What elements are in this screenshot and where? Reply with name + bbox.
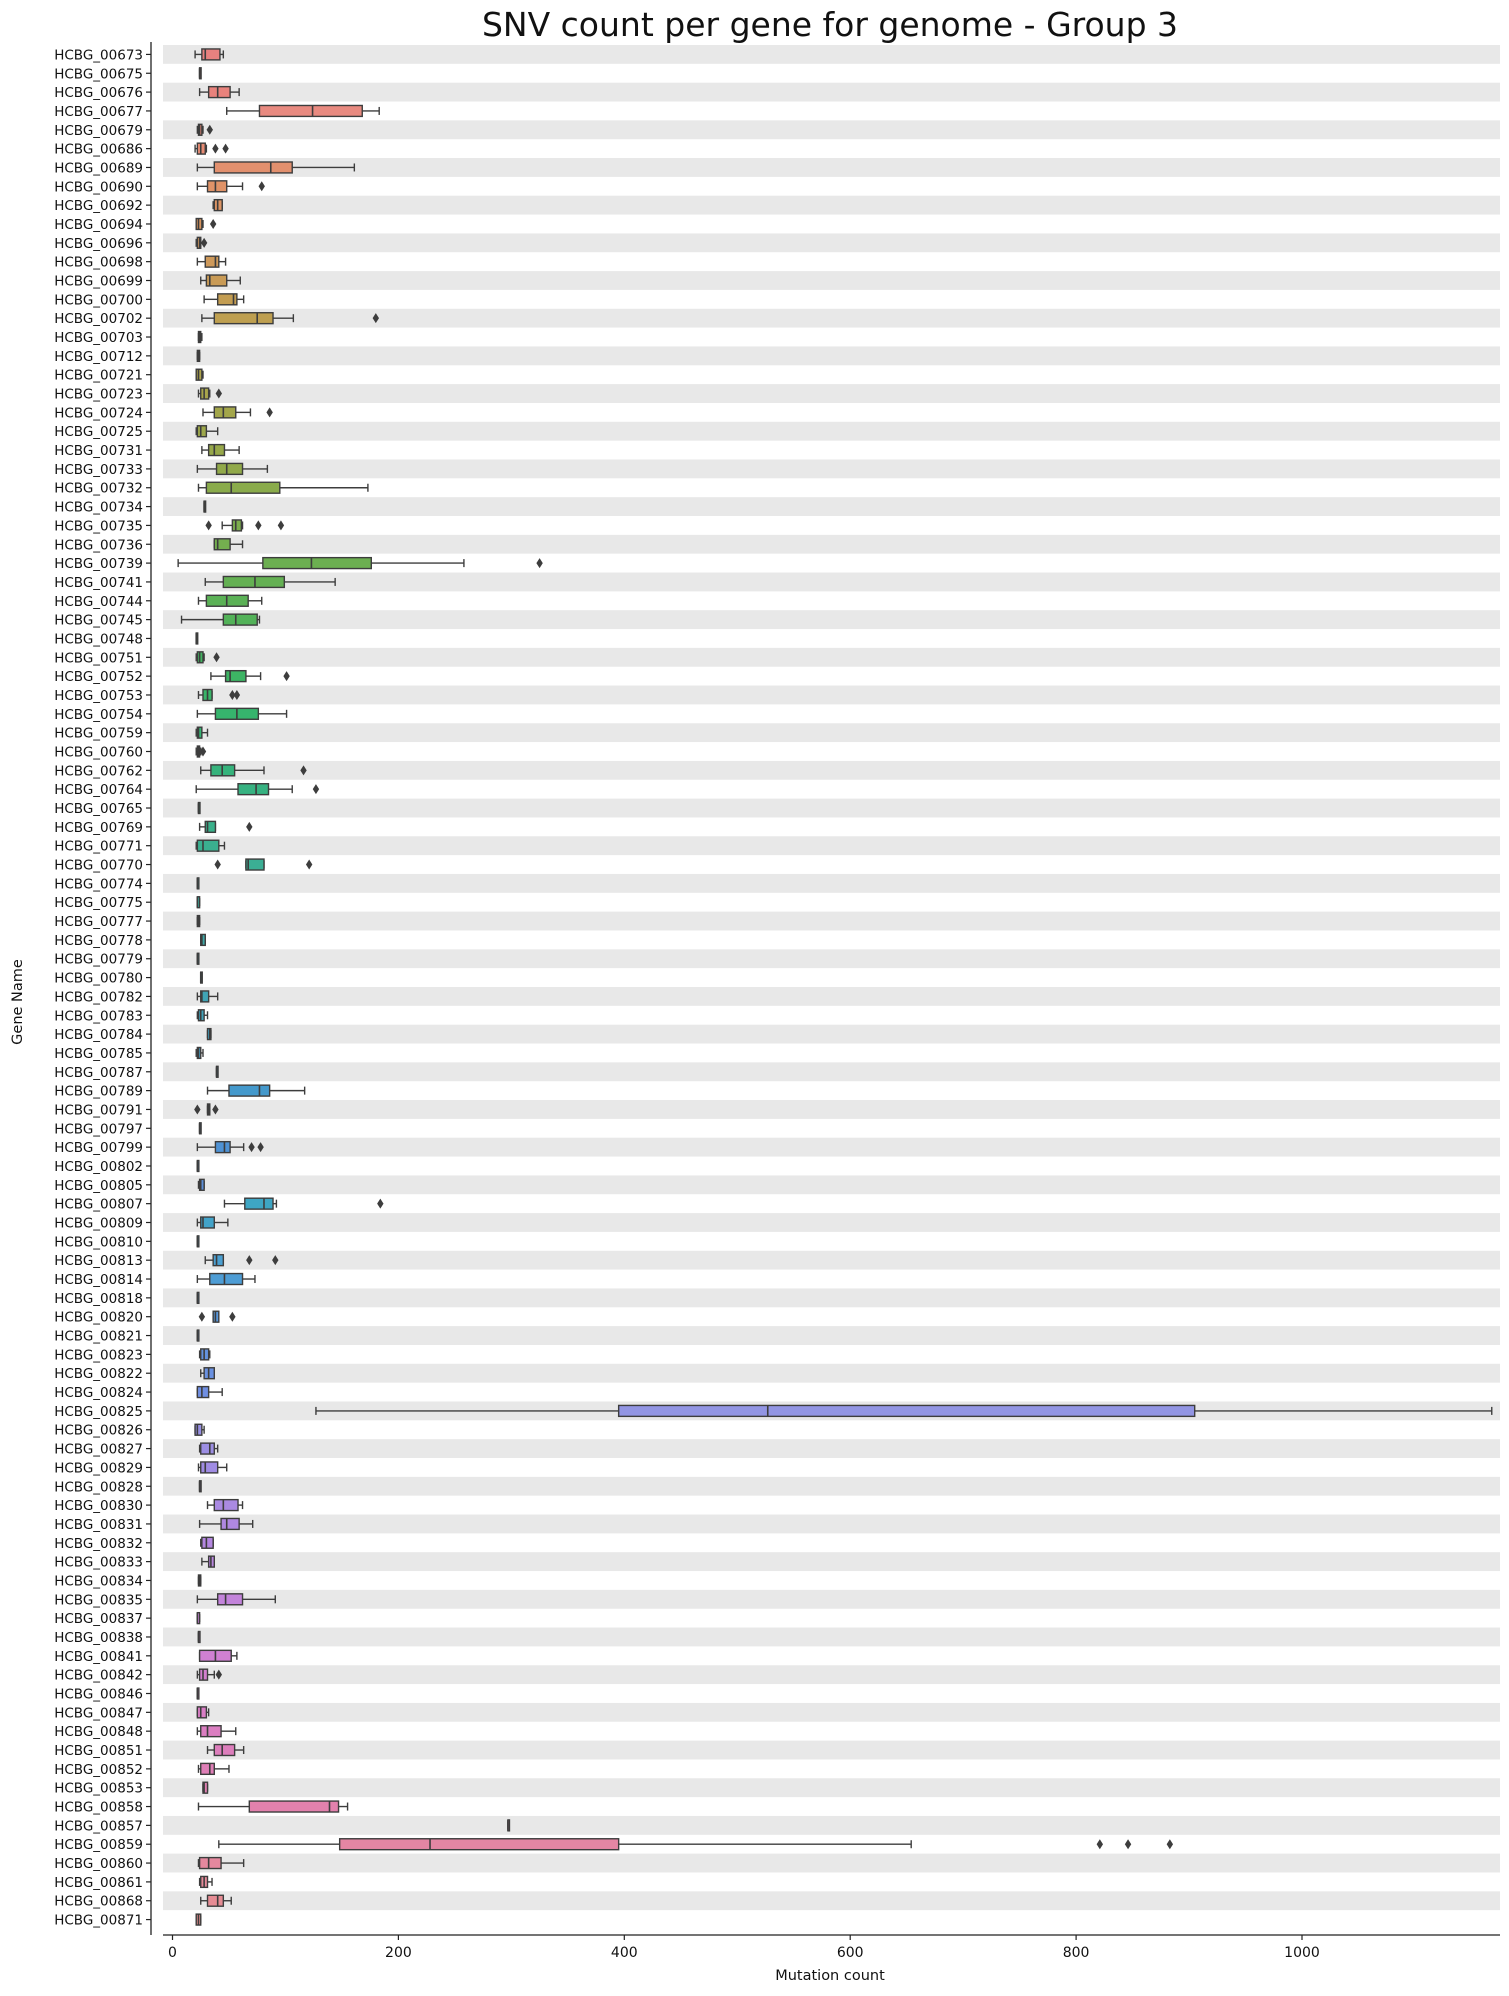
row-stripe [163,1100,1500,1119]
row-stripe [163,1665,1500,1684]
y-tick-label: HCBG_00783 [54,1008,143,1025]
iqr-box [249,1801,338,1812]
y-tick-label: HCBG_00789 [54,1083,143,1100]
box-hcbg-00846 [197,1688,199,1699]
x-tick-label: 0 [168,1945,177,1961]
y-tick-label: HCBG_00829 [54,1460,143,1477]
box-hcbg-00775 [197,897,199,908]
box-hcbg-00723 [198,388,222,399]
y-tick-label: HCBG_00835 [54,1592,143,1609]
iqr-box [205,256,219,267]
y-tick-label: HCBG_00818 [54,1290,143,1307]
iqr-box [201,1443,215,1454]
row-stripe [163,158,1500,177]
box-hcbg-00777 [197,916,199,927]
row-stripe [163,1854,1500,1873]
row-stripe [163,1741,1500,1760]
y-tick-label: HCBG_00741 [54,574,143,591]
iqr-box [232,520,241,531]
row-stripe [163,422,1500,441]
y-tick-label: HCBG_00820 [54,1309,143,1326]
y-tick-label: HCBG_00775 [54,895,143,912]
y-tick-label: HCBG_00838 [54,1629,143,1646]
y-tick-label: HCBG_00770 [54,857,143,874]
box-hcbg-00692 [213,200,222,211]
y-tick-label: HCBG_00826 [54,1422,143,1439]
y-tick-label: HCBG_00700 [54,292,143,309]
y-tick-label: HCBG_00830 [54,1498,143,1515]
row-stripe [163,799,1500,818]
y-tick-label: HCBG_00780 [54,970,143,987]
y-tick-label: HCBG_00676 [54,85,143,102]
y-tick-label: HCBG_00853 [54,1780,143,1797]
y-tick-label: HCBG_00787 [54,1064,143,1081]
row-stripe [163,573,1500,592]
y-tick-label: HCBG_00702 [54,311,143,328]
row-stripe [163,120,1500,139]
iqr-box [214,1500,238,1511]
y-tick-label: HCBG_00861 [54,1874,143,1891]
row-stripe [163,723,1500,742]
chart-title: SNV count per gene for genome - Group 3 [481,5,1179,44]
iqr-box [238,784,268,795]
row-stripe [163,1816,1500,1835]
iqr-box [214,313,273,324]
box-hcbg-00828 [200,1481,202,1492]
y-tick-label: HCBG_00721 [54,367,143,384]
iqr-box [210,1274,243,1285]
y-tick-label: HCBG_00782 [54,989,143,1006]
x-axis-label: Mutation count [775,1968,885,1984]
y-tick-label: HCBG_00751 [54,650,143,667]
y-tick-label: HCBG_00739 [54,556,143,573]
row-stripe [163,1703,1500,1722]
y-tick-label: HCBG_00827 [54,1441,143,1458]
iqr-box [214,162,292,173]
box-hcbg-00857 [508,1820,510,1831]
y-tick-label: HCBG_00774 [54,876,143,893]
box-hcbg-00810 [197,1236,199,1247]
y-tick-label: HCBG_00784 [54,1027,143,1044]
iqr-box [214,407,235,418]
row-stripe [163,233,1500,252]
box-hcbg-00841 [200,1650,237,1661]
row-stripe [163,686,1500,705]
row-stripe [163,1175,1500,1194]
y-tick-label: HCBG_00859 [54,1837,143,1854]
y-tick-label: HCBG_00762 [54,763,143,780]
y-tick-label: HCBG_00760 [54,744,143,761]
row-stripe [163,535,1500,554]
row-stripe [163,1552,1500,1571]
box-hcbg-00823 [200,1349,210,1360]
row-stripe [163,271,1500,290]
row-stripe [163,1025,1500,1044]
row-stripe [163,761,1500,780]
x-tick-label: 600 [836,1945,864,1961]
y-tick-label: HCBG_00698 [54,254,143,271]
y-tick-label: HCBG_00810 [54,1234,143,1251]
box-hcbg-00734 [204,501,206,512]
row-stripe [163,1326,1500,1345]
box-hcbg-00787 [217,1066,219,1077]
y-tick-label: HCBG_00690 [54,179,143,196]
box-hcbg-00853 [203,1782,208,1793]
box-hcbg-00780 [201,972,203,983]
x-tick-label: 1000 [1284,1945,1320,1961]
y-tick-label: HCBG_00851 [54,1743,143,1760]
y-tick-label: HCBG_00805 [54,1177,143,1194]
row-stripe [163,1590,1500,1609]
x-tick-label: 800 [1062,1945,1090,1961]
iqr-box [197,426,206,437]
y-tick-label: HCBG_00852 [54,1761,143,1778]
iqr-box [259,105,362,116]
box-hcbg-00871 [196,1914,201,1925]
iqr-box [218,1594,243,1605]
box-hcbg-00832 [201,1537,213,1548]
box-hcbg-00821 [197,1330,199,1341]
row-stripe [163,1778,1500,1797]
y-tick-label: HCBG_00699 [54,273,143,290]
y-tick-label: HCBG_00752 [54,669,143,686]
y-tick-label: HCBG_00814 [54,1272,143,1289]
y-tick-label: HCBG_00828 [54,1479,143,1496]
iqr-box [214,539,230,550]
y-tick-label: HCBG_00858 [54,1799,143,1816]
iqr-box [213,1255,223,1266]
iqr-box [245,1198,273,1209]
y-tick-label: HCBG_00833 [54,1554,143,1571]
y-tick-label: HCBG_00809 [54,1215,143,1232]
box-hcbg-00765 [198,803,200,814]
iqr-box [229,1085,270,1096]
y-tick-label: HCBG_00677 [54,103,143,120]
box-hcbg-00779 [197,953,199,964]
y-tick-label: HCBG_00837 [54,1611,143,1628]
y-tick-label: HCBG_00692 [54,198,143,215]
y-tick-label: HCBG_00689 [54,160,143,177]
y-tick-label: HCBG_00779 [54,951,143,968]
y-tick-label: HCBG_00847 [54,1705,143,1722]
row-stripe [163,459,1500,478]
y-tick-label: HCBG_00731 [54,443,143,460]
y-tick-label: HCBG_00824 [54,1385,143,1402]
box-hcbg-00778 [201,934,206,945]
iqr-box [209,87,230,98]
box-hcbg-00721 [196,369,203,380]
row-stripe [163,1288,1500,1307]
row-stripe [163,346,1500,365]
box-hcbg-00802 [197,1161,199,1172]
x-tick-label: 400 [610,1945,638,1961]
y-tick-label: HCBG_00778 [54,932,143,949]
iqr-box [202,1537,213,1548]
row-stripe [163,45,1500,64]
y-tick-label: HCBG_00744 [54,593,143,610]
row-stripe [163,912,1500,931]
row-stripe [163,1213,1500,1232]
row-stripe [163,196,1500,215]
y-tick-label: HCBG_00673 [54,47,143,64]
y-tick-label: HCBG_00696 [54,235,143,252]
box-hcbg-00712 [197,350,199,361]
row-stripe [163,309,1500,328]
y-tick-label: HCBG_00777 [54,914,143,931]
row-stripe [163,1364,1500,1383]
y-tick-label: HCBG_00860 [54,1856,143,1873]
box-hcbg-00834 [198,1575,200,1586]
y-tick-label: HCBG_00825 [54,1403,143,1420]
y-tick-label: HCBG_00831 [54,1516,143,1533]
y-tick-label: HCBG_00799 [54,1140,143,1157]
y-tick-label: HCBG_00771 [54,838,143,855]
y-tick-label: HCBG_00723 [54,386,143,403]
row-stripe [163,1439,1500,1458]
row-stripe [163,836,1500,855]
y-tick-label: HCBG_00735 [54,518,143,535]
y-tick-label: HCBG_00791 [54,1102,143,1119]
y-tick-label: HCBG_00813 [54,1253,143,1270]
iqr-box [208,181,227,192]
row-stripe [163,874,1500,893]
row-stripe [163,1515,1500,1534]
row-stripe [163,1062,1500,1081]
y-tick-label: HCBG_00736 [54,537,143,554]
y-tick-label: HCBG_00823 [54,1347,143,1364]
row-stripe [163,648,1500,667]
y-tick-label: HCBG_00675 [54,66,143,83]
y-tick-label: HCBG_00712 [54,348,143,365]
row-stripe [163,949,1500,968]
iqr-box [201,1462,218,1473]
y-tick-label: HCBG_00745 [54,612,143,629]
row-stripe [163,1477,1500,1496]
iqr-box [201,1726,221,1737]
y-tick-label: HCBG_00807 [54,1196,143,1213]
iqr-box [263,558,371,569]
iqr-box [197,840,218,851]
row-stripe [163,83,1500,102]
y-tick-label: HCBG_00871 [54,1912,143,1929]
row-stripe [163,384,1500,403]
y-tick-label: HCBG_00686 [54,141,143,158]
y-tick-label: HCBG_00846 [54,1686,143,1703]
box-hcbg-00784 [208,1029,211,1040]
box-hcbg-00797 [200,1123,202,1134]
x-tick-label: 200 [385,1945,412,1961]
iqr-box [217,463,243,474]
y-tick-label: HCBG_00822 [54,1366,143,1383]
y-tick-label: HCBG_00802 [54,1158,143,1175]
y-tick-label: HCBG_00754 [54,706,143,723]
box-hcbg-00805 [198,1179,204,1190]
iqr-box [223,614,257,625]
iqr-box [226,671,246,682]
box-hcbg-00847 [197,1707,208,1718]
box-hcbg-00818 [197,1292,199,1303]
iqr-box [209,445,225,456]
iqr-box [195,1424,202,1435]
box-hcbg-00748 [196,633,198,644]
y-tick-label: HCBG_00842 [54,1667,143,1684]
y-tick-label: HCBG_00764 [54,782,143,799]
y-tick-label: HCBG_00832 [54,1535,143,1552]
y-tick-label: HCBG_00725 [54,424,143,441]
iqr-box [619,1405,1195,1416]
y-tick-label: HCBG_00753 [54,687,143,704]
row-stripe [163,1138,1500,1157]
box-hcbg-00827 [200,1443,218,1454]
iqr-box [206,482,279,493]
y-tick-label: HCBG_00694 [54,216,143,233]
y-tick-label: HCBG_00765 [54,801,143,818]
y-axis-label: Gene Name [10,959,26,1045]
box-hcbg-00703 [198,332,201,343]
y-tick-label: HCBG_00868 [54,1893,143,1910]
y-tick-label: HCBG_00821 [54,1328,143,1345]
box-hcbg-00837 [197,1613,199,1624]
box-hcbg-00774 [197,878,199,889]
row-stripe [163,1628,1500,1647]
y-tick-label: HCBG_00732 [54,480,143,497]
y-tick-label: HCBG_00724 [54,405,143,422]
y-tick-label: HCBG_00769 [54,819,143,836]
iqr-box [197,1387,208,1398]
iqr-box [197,1707,206,1718]
y-tick-label: HCBG_00857 [54,1818,143,1835]
iqr-box [200,1858,221,1869]
iqr-box [214,1745,234,1756]
iqr-box [223,576,284,587]
row-stripe [163,1891,1500,1910]
row-stripe [163,610,1500,629]
iqr-box [221,1518,239,1529]
iqr-box [340,1839,619,1850]
y-tick-label: HCBG_00748 [54,631,143,648]
y-tick-label: HCBG_00733 [54,461,143,478]
y-tick-label: HCBG_00679 [54,122,143,139]
y-tick-label: HCBG_00785 [54,1045,143,1062]
iqr-box [201,1763,215,1774]
row-stripe [163,497,1500,516]
y-tick-label: HCBG_00734 [54,499,143,516]
y-tick-label: HCBG_00834 [54,1573,143,1590]
y-tick-label: HCBG_00841 [54,1648,143,1665]
y-axis [54,42,151,1935]
y-tick-label: HCBG_00759 [54,725,143,742]
box-hcbg-00838 [198,1632,200,1643]
y-tick-label: HCBG_00848 [54,1724,143,1741]
row-stripe [163,987,1500,1006]
iqr-box [215,1142,230,1153]
box-hcbg-00675 [200,68,202,79]
y-tick-label: HCBG_00797 [54,1121,143,1138]
iqr-box [208,1895,224,1906]
row-stripe [163,1251,1500,1270]
y-tick-label: HCBG_00703 [54,330,143,347]
